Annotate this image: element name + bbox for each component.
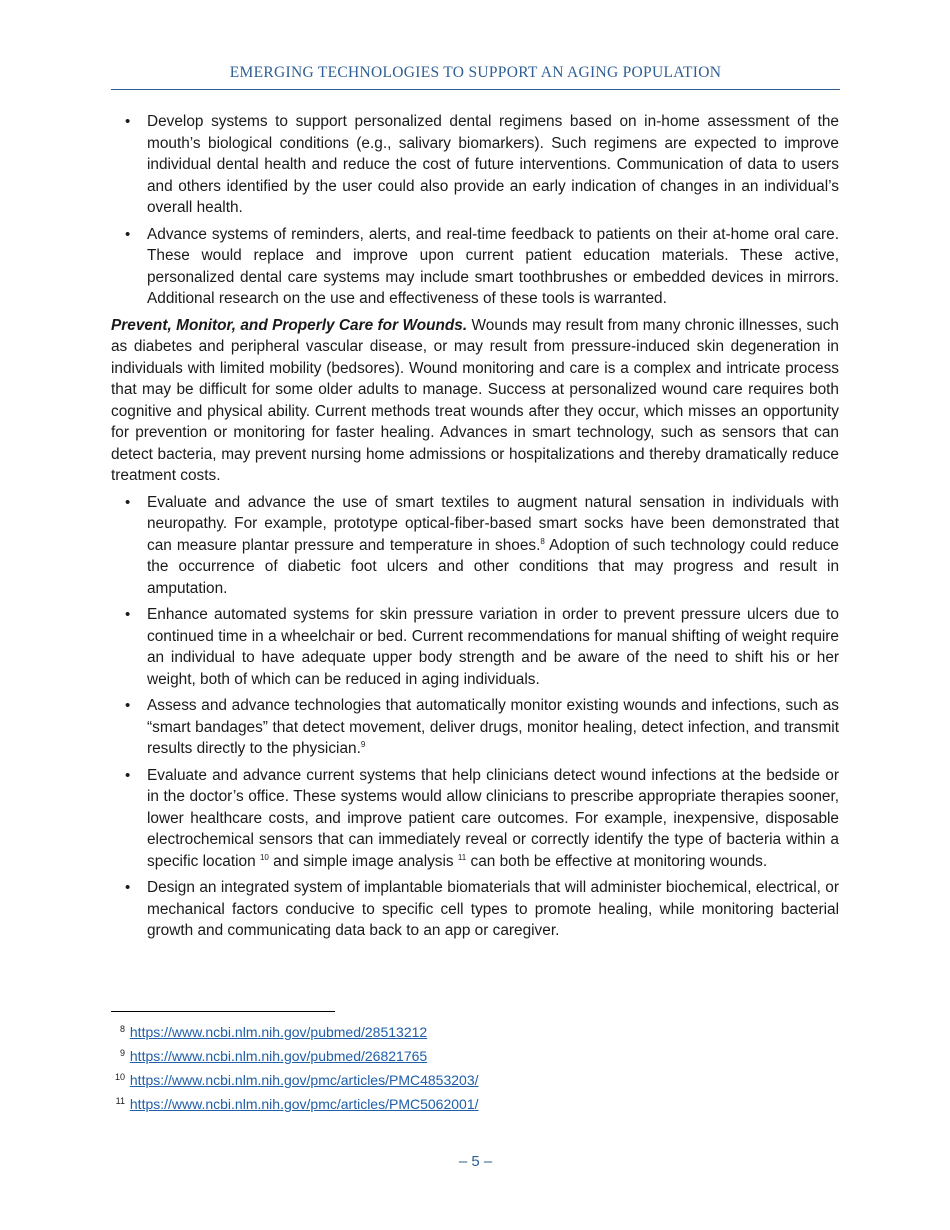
list-item: • Enhance automated systems for skin pressure variation in order to prevent pressure ulcers due to continued time in a wheelchair or bed. Current recommendations for manual shifting of weight require an individual to have adequate upper body strength and be aware of the need to shift his or her weight, both of which can be reduced in aging individuals.: [111, 604, 839, 690]
wound-bullet-list: [111, 492, 839, 942]
footnote-link[interactable]: https://www.ncbi.nlm.nih.gov/pubmed/26821765: [129, 1048, 428, 1064]
bullet-text: Evaluate and advance current systems that help clinicians detect wound infections at the bedside or in the doctor’s office. These systems would allow clinicians to prescribe appropriate therapies sooner, lower healthcare costs, and improve patient care outcomes. For example, inexpensive, disposable electrochemical sensors that can immediately reveal or correctly identify the type of bacteria within a specific location: [147, 766, 839, 870]
footnote-number: 10: [114, 1072, 125, 1082]
page-body: [111, 111, 839, 947]
page-header-title: EMERGING TECHNOLOGIES TO SUPPORT AN AGING POPULATION: [229, 64, 722, 81]
footnote-number: 11: [115, 1096, 125, 1106]
footnote-link[interactable]: https://www.ncbi.nlm.nih.gov/pubmed/28513212: [129, 1024, 428, 1040]
footnote-link[interactable]: https://www.ncbi.nlm.nih.gov/pmc/articles/PMC4853203/: [129, 1072, 479, 1088]
section-lead-heading: Prevent, Monitor, and Properly Care for Wounds.: [111, 316, 468, 334]
footnote-ref: 9: [360, 740, 366, 749]
footnote-ref: 8: [540, 536, 545, 546]
footnote: [111, 1019, 839, 1043]
page-number: – 5 –: [458, 1153, 493, 1170]
bullet-text: can both be effective at monitoring wounds.: [466, 852, 768, 870]
list-item: [111, 492, 839, 600]
footnote-number: 9: [119, 1048, 125, 1058]
list-item: [111, 765, 839, 873]
header-divider: [111, 89, 840, 90]
wounds-paragraph: [111, 315, 839, 487]
bullet-text: and simple image analysis: [268, 852, 454, 870]
footnotes: [111, 1019, 839, 1115]
dental-bullet-list: [111, 111, 839, 310]
list-item: [111, 695, 839, 760]
bullet-text: Evaluate and advance the use of smart textiles to augment natural sensation in individuals with neuropathy. For example, prototype optical-fiber-based smart socks have been demonstrated that can measure plantar pressure and temperature in shoes.: [147, 493, 839, 554]
footnote: [111, 1043, 839, 1067]
footnote-link[interactable]: https://www.ncbi.nlm.nih.gov/pmc/articles/PMC5062001/: [129, 1096, 479, 1112]
footnote: [111, 1091, 839, 1115]
footnote-number: 8: [119, 1024, 125, 1034]
footnote-ref: 11: [457, 852, 467, 862]
list-item: • Advance systems of reminders, alerts, and real-time feedback to patients on their at-home oral care. These would replace and improve upon current patient education materials. These active, personalized dental care systems may include smart toothbrushes or embedded devices in mirrors. Additional research on the use and effectiveness of these tools is warranted.: [111, 224, 839, 310]
footnote: [111, 1067, 839, 1091]
list-item: • Design an integrated system of implantable biomaterials that will administer biochemical, electrical, or mechanical factors conducive to specific cell types to promote healing, while monitoring bacterial growth and communicating data back to an app or caregiver.: [111, 877, 839, 942]
bullet-text: Adoption of such technology could reduce the occurrence of diabetic foot ulcers and other conditions that may progress and result in amputation.: [147, 536, 839, 597]
footnote-ref: 10: [259, 852, 269, 862]
footnote-divider: [111, 1011, 335, 1012]
list-item: • Develop systems to support personalized dental regimens based on in-home assessment of the mouth’s biological conditions (e.g., salivary biomarkers). Such regimens are expected to improve individual dental health and reduce the cost of future interventions. Communication of data to users and others identified by the user could also provide an early indication of changes in an individual’s overall health.: [111, 111, 839, 219]
section-body-text: Wounds may result from many chronic illnesses, such as diabetes and peripheral vascular disease, or may result from pressure-induced skin degeneration in individuals with limited mobility (bedsores). Wound monitoring and care is a complex and intricate process that may be difficult for some older adults to manage. Success at personalized wound care requires both cognitive and physical ability. Current methods treat wounds after they occur, which misses an opportunity for prevention or monitoring for faster healing. Advances in smart technology, such as sensors that can detect bacteria, may prevent nursing home admissions or hospitalizations and thereby dramatically reduce treatment costs.: [111, 316, 839, 484]
bullet-text: Assess and advance technologies that automatically monitor existing wounds and infections, such as “smart bandages” that detect movement, deliver drugs, monitor healing, detect infection, and transmit results directly to the physician.: [147, 697, 839, 757]
